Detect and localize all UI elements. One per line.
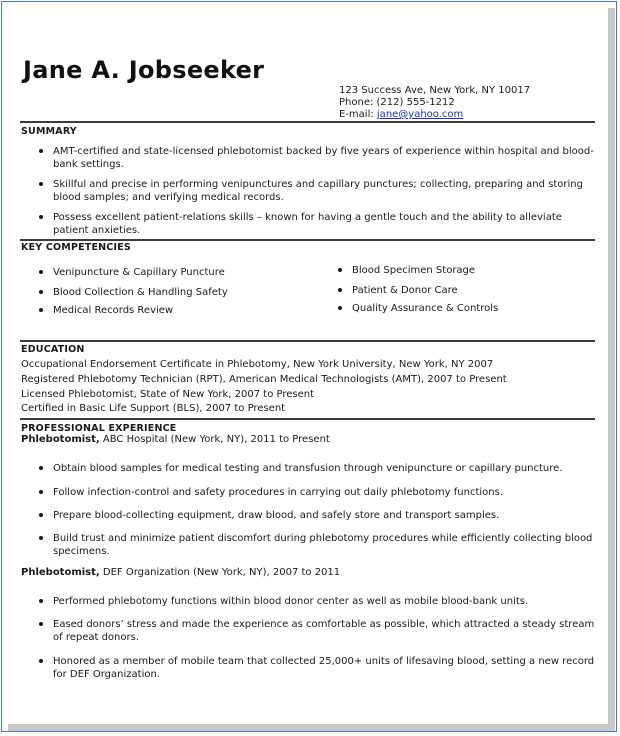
bullet-icon bbox=[39, 182, 43, 186]
job-bullet: Follow infection-control and safety procedures in carrying out daily phlebotomy functions. bbox=[39, 486, 595, 499]
resume-page bbox=[8, 6, 608, 724]
education-divider bbox=[20, 340, 595, 342]
job-bullet: Performed phlebotomy functions within blood donor center as well as mobile blood-bank units. bbox=[39, 595, 595, 608]
bullet-icon bbox=[39, 308, 43, 312]
job-bullet: Eased donors’ stress and made the experience as comfortable as possible, which attracted a steady stream of repeat donors. bbox=[39, 618, 595, 644]
summary-heading: SUMMARY bbox=[21, 126, 77, 137]
job-bullet: Honored as a member of mobile team that collected 25,000+ units of lifesaving blood, setting a new record for DEF Organization. bbox=[39, 655, 595, 681]
job-bullet: Build trust and minimize patient discomfort during phlebotomy procedures while efficiently collecting blood specimens. bbox=[39, 532, 595, 558]
email-label: E-mail: bbox=[339, 109, 377, 120]
bullet-icon bbox=[39, 466, 43, 470]
competency-item: Venipuncture & Capillary Puncture bbox=[39, 266, 319, 279]
bullet-icon bbox=[39, 215, 43, 219]
job-title-line bbox=[21, 434, 330, 445]
education-item: Licensed Phlebotomist, State of New York, 2007 to Present bbox=[21, 389, 315, 400]
bullet-icon bbox=[39, 490, 43, 494]
education-item: Registered Phlebotomy Technician (RPT), American Medical Technologists (AMT), 2007 to Present bbox=[21, 374, 507, 385]
education-heading: EDUCATION bbox=[21, 344, 85, 355]
competency-item: Blood Specimen Storage bbox=[338, 264, 588, 277]
page-shadow-right bbox=[607, 8, 615, 731]
bullet-icon bbox=[39, 513, 43, 517]
job-bullet: Obtain blood samples for medical testing and transfusion through venipuncture or capillary puncture. bbox=[39, 462, 595, 475]
education-item: Occupational Endorsement Certificate in Phlebotomy, New York University, New York, NY 2007 bbox=[21, 359, 494, 370]
job-title: Phlebotomist, bbox=[21, 434, 100, 445]
bullet-icon bbox=[39, 599, 43, 603]
job-title-line bbox=[21, 567, 340, 578]
bullet-icon bbox=[39, 290, 43, 294]
experience-divider bbox=[20, 418, 595, 420]
competency-item: Quality Assurance & Controls bbox=[338, 302, 588, 315]
bullet-icon bbox=[39, 622, 43, 626]
job-detail: DEF Organization (New York, NY), 2007 to 2011 bbox=[99, 567, 341, 578]
competency-item: Medical Records Review bbox=[39, 304, 319, 317]
job-bullet: Prepare blood-collecting equipment, draw blood, and safely store and transport samples. bbox=[39, 509, 595, 522]
job-title: Phlebotomist, bbox=[21, 567, 100, 578]
bullet-icon bbox=[39, 536, 43, 540]
bullet-icon bbox=[39, 659, 43, 663]
summary-item: Skillful and precise in performing venipunctures and capillary punctures; collecting, preparing and storing blood samples; and verifying medical records. bbox=[39, 178, 595, 204]
candidate-name: Jane A. Jobseeker bbox=[23, 56, 265, 84]
bullet-icon bbox=[338, 306, 342, 310]
competencies-heading: KEY COMPETENCIES bbox=[21, 242, 131, 253]
page-shadow-bottom bbox=[8, 724, 615, 731]
bullet-icon bbox=[338, 288, 342, 292]
summary-item: Possess excellent patient-relations skills – known for having a gentle touch and the ability to alleviate patient anxieties. bbox=[39, 211, 595, 237]
competencies-divider bbox=[20, 239, 595, 241]
competency-item: Patient & Donor Care bbox=[338, 284, 588, 297]
bullet-icon bbox=[39, 270, 43, 274]
bullet-icon bbox=[39, 149, 43, 153]
job-detail: ABC Hospital (New York, NY), 2011 to Present bbox=[99, 434, 330, 445]
summary-item: AMT-certified and state-licensed phlebotomist backed by five years of experience within hospital and blood-bank settings. bbox=[39, 145, 595, 171]
contact-address: 123 Success Ave, New York, NY 10017 bbox=[339, 85, 531, 96]
competency-item: Blood Collection & Handling Safety bbox=[39, 286, 319, 299]
contact-email-line bbox=[339, 109, 463, 121]
education-item: Certified in Basic Life Support (BLS), 2007 to Present bbox=[21, 403, 286, 414]
summary-divider bbox=[20, 121, 595, 123]
email-link[interactable]: jane@yahoo.com bbox=[376, 109, 464, 120]
bullet-icon bbox=[338, 268, 342, 272]
contact-phone: Phone: (212) 555-1212 bbox=[339, 97, 455, 108]
experience-heading: PROFESSIONAL EXPERIENCE bbox=[21, 423, 177, 434]
